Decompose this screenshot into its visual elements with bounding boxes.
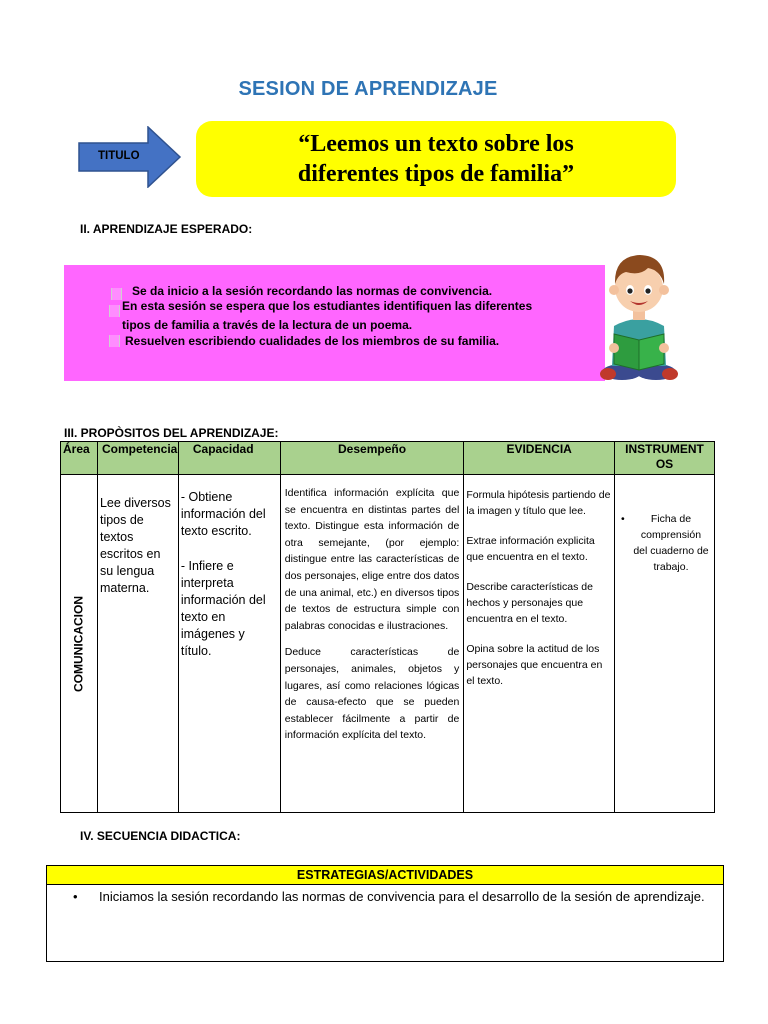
evidencia-text: Formula hipótesis partiendo de la imagen y título que lee. [466,489,611,517]
expected-learning-box [64,265,605,381]
bullet-icon: • [620,513,625,525]
expected-learning-line: En esta sesión se espera que los estudiantes identifiquen las diferentes [122,299,533,313]
section-didactic-sequence-heading: IV. SECUENCIA DIDACTICA: [80,829,241,843]
competencia-text: Lee diversos tipos de textos escritos en su lengua materna. [99,496,171,595]
column-header-evidencia: EVIDENCIA [464,442,615,475]
area-cell [61,475,98,813]
capacidad-cell [178,475,280,813]
session-title-box [196,121,676,197]
instrumento-text: Ficha de comprensión del cuaderno de trabajo. [633,513,709,573]
evidencia-text: Opina sobre la actitud de los personajes que encuentra en el texto. [466,643,603,687]
desempeno-text: Deduce características de personajes, animales, objetos y lugares, así como relaciones lógicas de causa-efecto que se pueden establecer fácilmente a partir de información explícita del texto. [284,646,460,742]
table-row [61,475,715,813]
section-learning-purposes-heading: III. PROPÒSITOS DEL APRENDIZAJE: [64,426,279,440]
session-title: “Leemos un texto sobre los diferentes tipos de familia” [297,131,575,187]
bullet-icon [111,288,122,300]
learning-purposes-table [60,441,715,813]
desempeno-cell [280,475,464,813]
expected-learning-line: Se da inicio a la sesión recordando las normas de convivencia. [132,284,493,298]
instrumentos-cell [614,475,714,813]
boy-reading-book-illustration [600,248,678,384]
desempeno-text: Identifica información explícita que se encuentra en distintas partes del texto. Distingue esta información de otra semejante, (por ejemplo: distingue entre las características de dos personajes, elige entre dos datos de una animal, etc.) en diversos tipos de textos de estructura simple con palabras conocidas e ilustraciones. [284,487,460,632]
area-label: COMUNICACION [71,595,86,692]
capacidad-text: - Obtiene información del texto escrito. [180,490,266,538]
bullet-icon [109,305,120,317]
strategy-text: Iniciamos la sesión recordando las normas de convivencia para el desarrollo de la sesión de aprendizaje. [99,889,705,904]
strategies-header: ESTRATEGIAS/ACTIVIDADES [47,866,723,885]
evidencia-cell [464,475,615,813]
bullet-icon: • [73,889,78,904]
column-header-instrumentos: INSTRUMENTOS [614,442,714,475]
strategies-box [46,865,724,962]
column-header-desempeno: Desempeño [280,442,464,475]
competencia-cell [97,475,178,813]
table-header-row [61,442,715,475]
evidencia-text: Describe características de hechos y personajes que encuentra en el texto. [466,581,593,625]
bullet-icon [109,335,120,347]
column-header-capacidad: Capacidad [178,442,280,475]
capacidad-text: - Infiere e interpreta información del texto en imágenes y título. [180,559,266,658]
page-title: SESION DE APRENDIZAJE [238,78,498,100]
expected-learning-line: Resuelven escribiendo cualidades de los miembros de su familia. [125,334,500,348]
column-header-competencia: Competencia [97,442,178,475]
arrow-label: TITULO [98,150,140,162]
list-item [621,511,710,575]
column-header-area: Área [61,442,98,475]
list-item [47,885,723,906]
evidencia-text: Extrae información explicita que encuentra en el texto. [466,535,595,563]
section-expected-learning-heading: II. APRENDIZAJE ESPERADO: [80,222,253,236]
expected-learning-line: tipos de familia a través de la lectura de un poema. [122,318,413,332]
